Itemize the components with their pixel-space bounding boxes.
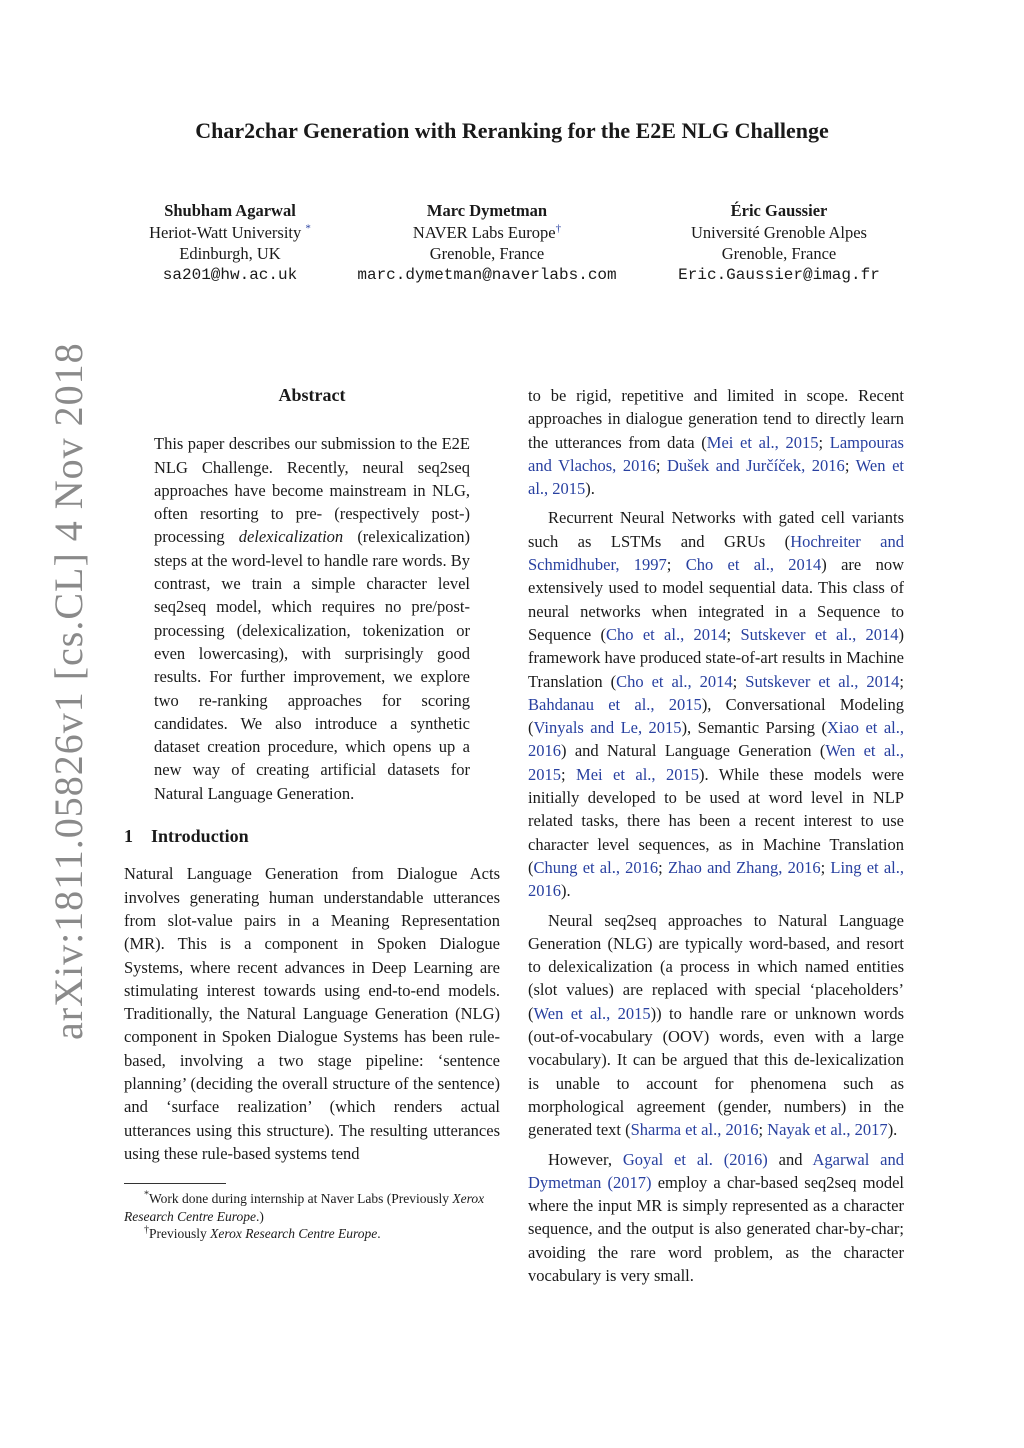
citation-link[interactable]: Ling et al., 2016 — [528, 857, 905, 901]
body-paragraph: Recurrent Neural Networks with gated cell variants such as LSTMs and GRUs (Hochreiter and Schmidhuber, 1997; Cho et al., 2014) are now extensively used to model sequential data. This class of neural networks when integrated in a Sequence to Sequence (Cho et al., 2014; Sutskever et al., 2014) framework have produced state-of-art results in Machine Translation (Cho et al., 2014; Sutskever et al., 2014; Bahdanau et al., 2015), Conversational Modeling (Vinyals and Le, 2015), Semantic Parsing (Xiao et al., 2016) and Natural Language Generation (Wen et al., 2015; Mei et al., 2015). While these models were initially developed to be used at word level in NLP related tasks, there has been a recent interest to use character level sequences, as in Machine Translation (Chung et al., 2016; Zhao and Zhang, 2016; Ling et al., 2016). — [528, 508, 905, 901]
citation-link[interactable]: Sutskever et al., 2014 — [745, 671, 900, 691]
citation-link[interactable]: Vinyals and Le, 2015 — [533, 718, 682, 738]
author-block — [327, 200, 647, 286]
left-column — [124, 384, 500, 1243]
citation-link[interactable]: Wen et al., 2015 — [528, 741, 904, 784]
paper-title: Char2char Generation with Reranking for the E2E NLG Challenge — [195, 118, 829, 143]
author-email[interactable]: marc.dymetman@naverlabs.com — [357, 265, 617, 284]
right-column — [528, 384, 904, 1287]
section-heading-introduction: 1 Introduction — [124, 826, 249, 847]
citation-link[interactable]: Lampouras and Vlachos, 2016 — [528, 432, 904, 475]
citation-link[interactable]: Mei et al., 2015 — [576, 764, 699, 784]
body-paragraph: to be rigid, repetitive and limited in scope. Recent approaches in dialogue generation tend to directly learn the utterances from data (Mei et al., 2015; Lampouras and Vlachos, 2016; Dušek and Jurčíček, 2016; Wen et al., 2015). — [528, 386, 904, 499]
citation-link[interactable]: Wen et al., 2015 — [528, 455, 904, 499]
citation-link[interactable]: Cho et al., 2014 — [606, 624, 727, 644]
citation-link[interactable]: Wen et al., 2015 — [533, 1003, 651, 1023]
abstract-text: This paper describes our submission to the E2E NLG Challenge. Recently, neural seq2seq approaches have become mainstream in NLG, often resorting to pre- (respectively post-) processing delexicalization (relexicalization) steps at the word-level to handle rare words. By contrast, we train a simple character level seq2seq model, which requires no pre/post-processing (delexicalization, tokenization or even lowercasing), with surprisingly good results. For further improvement, we explore two re-ranking approaches for scoring candidates. We also introduce a synthetic dataset creation procedure, which opens up a new way of creating artificial datasets for Natural Language Generation. — [154, 434, 470, 803]
author-location: Grenoble, France — [429, 244, 545, 263]
author-name: Éric Gaussier — [730, 201, 828, 220]
citation-link[interactable]: Sharma et al., 2016 — [630, 1120, 759, 1140]
author-affiliation: NAVER Labs Europe† — [412, 222, 562, 242]
author-affiliation: Heriot-Watt University * — [149, 222, 311, 242]
abstract-heading: Abstract — [278, 385, 346, 405]
author-location: Edinburgh, UK — [179, 244, 281, 263]
intro-paragraph: Natural Language Generation from Dialogue Acts involves generating human understandable utterances from slot-value pairs in a Meaning Representation (MR). This is a component in Spoken Dialogue Systems, where recent advances in Deep Learning are stimulating interest towards using end-to-end models. Traditionally, the Natural Language Generation (NLG) component in Spoken Dialogue Systems has been rule-based, involving a two stage pipeline: ‘sentence planning’ (deciding the overall structure of the sentence) and ‘surface realization’ (which renders actual utterances using this structure). The resulting utterances using these rule-based systems tend — [124, 864, 500, 1163]
author-name: Marc Dymetman — [426, 201, 548, 220]
citation-link[interactable]: Xiao et al., 2016 — [528, 718, 905, 761]
arxiv-identifier: arXiv:1811.05826v1 [cs.CL] 4 Nov 2018 — [46, 342, 91, 1040]
author-name: Shubham Agarwal — [164, 201, 296, 220]
citation-link[interactable]: Agarwal and Dymetman (2017) — [528, 1149, 904, 1192]
author-location: Grenoble, France — [721, 244, 837, 263]
citation-link[interactable]: Goyal et al. (2016) — [622, 1149, 768, 1169]
citation-link[interactable]: Bahdanau et al., 2015 — [528, 694, 702, 714]
body-paragraph: However, Goyal et al. (2016) and Agarwal and Dymetman (2017) employ a char-based seq2seq model where the input MR is simply represented as a character sequence, and the output is also generated char-by-char; avoiding the rare word problem, as the character vocabulary is very small. — [528, 1149, 904, 1285]
citation-link[interactable]: Cho et al., 2014 — [685, 555, 822, 575]
citation-link[interactable]: Zhao and Zhang, 2016 — [667, 857, 821, 877]
author-affiliation: Université Grenoble Alpes — [691, 222, 867, 242]
footnote: †Previously Xerox Research Centre Europe. — [144, 1224, 381, 1242]
author-block — [619, 200, 939, 286]
footnote: *Work done during internship at Naver Labs (Previously Xerox Research Centre Europe.) — [124, 1189, 485, 1224]
footnote-rule — [124, 1183, 226, 1184]
citation-link[interactable]: Dušek and Jurčíček, 2016 — [667, 455, 845, 475]
body-paragraph: Neural seq2seq approaches to Natural Language Generation (NLG) are typically word-based, and resort to delexicalization (a process in which named entities (slot values) are replaced with special ‘placeholders’ (Wen et al., 2015)) to handle rare or unknown words (out-of-vocabulary (OOV) words, even with a large vocabulary). It can be argued that this de-lexicalization is unable to account for phenomena such as morphological agreement (gender, numbers) in the generated text (Sharma et al., 2016; Nayak et al., 2017). — [528, 910, 904, 1140]
author-email[interactable]: sa201@hw.ac.uk — [162, 265, 298, 284]
citation-link[interactable]: Nayak et al., 2017 — [767, 1120, 888, 1140]
citation-link[interactable]: Chung et al., 2016 — [533, 857, 659, 877]
citation-link[interactable]: Cho et al., 2014 — [616, 671, 733, 691]
citation-link[interactable]: Mei et al., 2015 — [706, 432, 819, 452]
author-email[interactable]: Eric.Gaussier@imag.fr — [678, 265, 880, 284]
citation-link[interactable]: Hochreiter and Schmidhuber, 1997 — [528, 531, 904, 575]
citation-link[interactable]: Sutskever et al., 2014 — [740, 624, 899, 644]
